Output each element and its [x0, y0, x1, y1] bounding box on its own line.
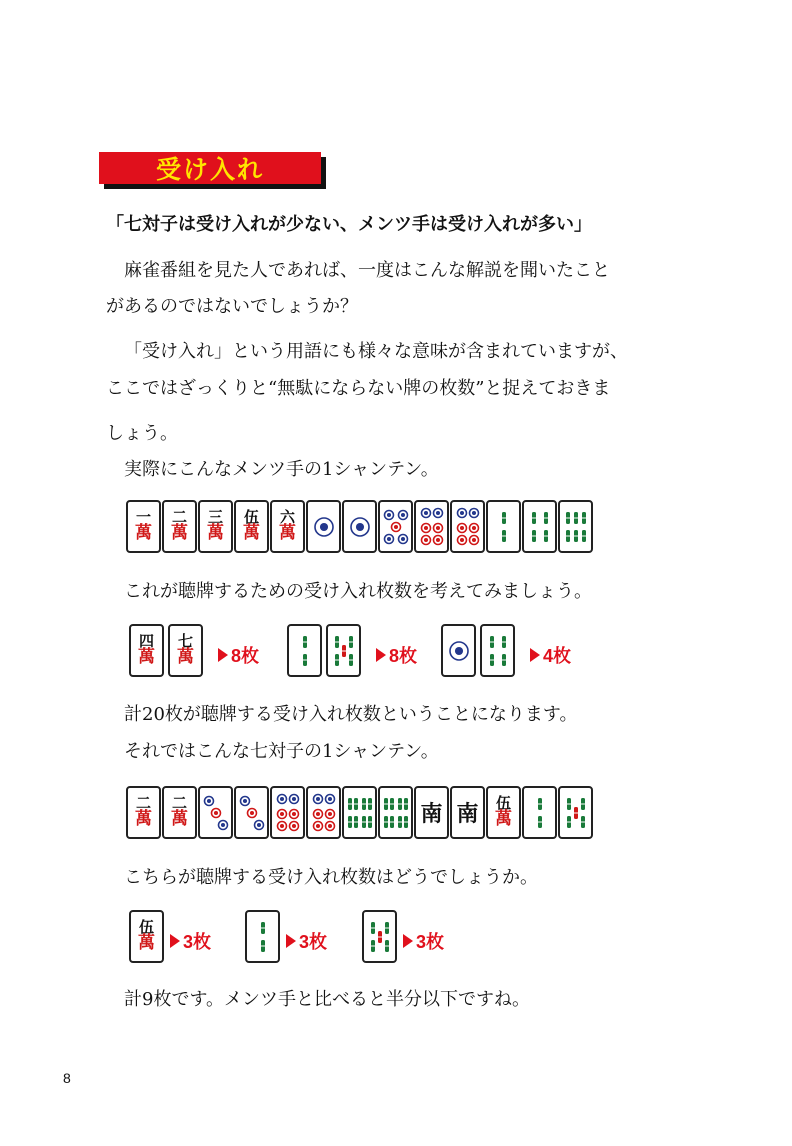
body-line: 実際にこんなメンツ手の1シャンテン。	[124, 459, 439, 480]
wait-count	[170, 928, 211, 954]
sou-tile	[362, 910, 397, 963]
tile-number: 四	[138, 632, 154, 651]
wait-count	[376, 642, 417, 668]
sou-tile	[378, 786, 413, 839]
tile-number: 三	[207, 508, 223, 527]
pin-tile	[441, 624, 476, 677]
body-line: しょう。	[106, 423, 178, 444]
body-line: 計9枚です。メンツ手と比べると半分以下ですね。	[124, 989, 531, 1010]
tile-number: 伍	[138, 918, 154, 937]
wait-tiles	[441, 624, 515, 677]
sou-tile	[522, 500, 557, 553]
body-line: 計20枚が聴牌する受け入れ枚数ということになります。	[124, 704, 578, 725]
sou-icon	[490, 505, 518, 549]
pin-icon	[310, 791, 338, 835]
pin-tile	[234, 786, 269, 839]
wait-count-label: 3枚	[416, 932, 445, 952]
arrow-icon	[530, 648, 540, 662]
sou-icon	[366, 915, 394, 959]
tile-number: 伍	[243, 508, 259, 527]
arrow-icon	[376, 648, 386, 662]
wait-count	[403, 928, 444, 954]
wait-count-label: 3枚	[183, 932, 212, 952]
wait-tiles	[129, 624, 203, 677]
heading-text: 受け入れ	[155, 155, 264, 184]
pin-tile	[450, 500, 485, 553]
body-line: それではこんな七対子の1シャンテン。	[124, 741, 439, 762]
tile-number: 六	[279, 508, 295, 527]
arrow-icon	[170, 934, 180, 948]
arrow-icon	[403, 934, 413, 948]
hand-tiles-1	[126, 500, 593, 553]
tile-number: 二	[171, 508, 187, 527]
sou-tile	[342, 786, 377, 839]
lead-quote: 「七対子は受け入れが少ない、メンツ手は受け入れが多い」	[106, 214, 592, 235]
tile-suit: 萬	[135, 809, 152, 830]
sou-icon	[526, 505, 554, 549]
body-line: ここではざっくりと“無駄にならない牌の枚数”と捉えておきま	[106, 378, 611, 399]
wait-count-label: 3枚	[299, 932, 328, 952]
arrow-icon	[218, 648, 228, 662]
sou-tile	[558, 786, 593, 839]
man-tile	[126, 786, 161, 839]
wait-count	[530, 642, 571, 668]
pin-tile	[198, 786, 233, 839]
man-tile	[129, 624, 164, 677]
pin-tile	[342, 500, 377, 553]
tile-number: 一	[135, 508, 151, 527]
wait-tiles	[287, 624, 361, 677]
honor-tile	[414, 786, 449, 839]
man-tile	[126, 500, 161, 553]
sou-icon	[484, 629, 512, 673]
arrow-icon	[286, 934, 296, 948]
wait-count-label: 8枚	[231, 646, 260, 666]
tile-suit: 萬	[171, 809, 188, 830]
tile-honor: 南	[456, 801, 479, 827]
sou-tile	[486, 500, 521, 553]
wait-count-label: 4枚	[543, 646, 572, 666]
pin-icon	[454, 505, 482, 549]
body-line: こちらが聴牌する受け入れ枚数はどうでしょうか。	[124, 867, 538, 888]
sou-icon	[330, 629, 358, 673]
sou-icon	[562, 791, 590, 835]
body-line: 麻雀番組を見た人であれば、一度はこんな解説を聞いたこと	[124, 260, 610, 281]
wait-count	[286, 928, 327, 954]
sou-icon	[249, 915, 277, 959]
section-heading	[99, 152, 327, 190]
body-line: 「受け入れ」という用語にも様々な意味が含まれていますが、	[124, 341, 628, 362]
sou-icon	[346, 791, 374, 835]
wait-tiles	[245, 910, 280, 963]
sou-tile	[522, 786, 557, 839]
tile-number: 伍	[495, 794, 511, 813]
pin-icon	[382, 505, 410, 549]
tile-suit: 萬	[279, 523, 296, 544]
sou-icon	[291, 629, 319, 673]
wait-count-label: 8枚	[389, 646, 418, 666]
pin-icon	[346, 505, 374, 549]
heading-box	[99, 152, 321, 184]
man-tile	[129, 910, 164, 963]
pin-icon	[445, 629, 473, 673]
tile-suit: 萬	[495, 809, 512, 830]
tile-suit: 萬	[138, 647, 155, 668]
pin-tile	[270, 786, 305, 839]
sou-icon	[382, 791, 410, 835]
man-tile	[270, 500, 305, 553]
body-line: があるのではないでしょうか？	[106, 296, 358, 317]
tile-suit: 萬	[135, 523, 152, 544]
man-tile	[486, 786, 521, 839]
wait-count	[218, 642, 259, 668]
pin-tile	[306, 786, 341, 839]
sou-tile	[558, 500, 593, 553]
pin-tile	[306, 500, 341, 553]
pin-icon	[418, 505, 446, 549]
honor-tile	[450, 786, 485, 839]
tile-suit: 萬	[243, 523, 260, 544]
tile-number: 七	[177, 632, 193, 651]
tile-number: 二	[171, 794, 187, 813]
sou-tile	[245, 910, 280, 963]
pin-icon	[274, 791, 302, 835]
man-tile	[198, 500, 233, 553]
tile-suit: 萬	[138, 933, 155, 954]
sou-tile	[480, 624, 515, 677]
man-tile	[162, 786, 197, 839]
tile-number: 二	[135, 794, 151, 813]
wait-tiles	[129, 910, 164, 963]
tile-suit: 萬	[171, 523, 188, 544]
sou-icon	[562, 505, 590, 549]
page-number: 8	[63, 1070, 71, 1086]
man-tile	[234, 500, 269, 553]
hand-tiles-2	[126, 786, 593, 839]
man-tile	[168, 624, 203, 677]
tile-suit: 萬	[177, 647, 194, 668]
sou-tile	[326, 624, 361, 677]
pin-tile	[378, 500, 413, 553]
body-line: これが聴牌するための受け入れ枚数を考えてみましょう。	[124, 581, 592, 602]
pin-icon	[202, 791, 230, 835]
sou-icon	[526, 791, 554, 835]
wait-tiles	[362, 910, 397, 963]
tile-honor: 南	[420, 801, 443, 827]
pin-tile	[414, 500, 449, 553]
tile-suit: 萬	[207, 523, 224, 544]
pin-icon	[310, 505, 338, 549]
sou-tile	[287, 624, 322, 677]
man-tile	[162, 500, 197, 553]
pin-icon	[238, 791, 266, 835]
